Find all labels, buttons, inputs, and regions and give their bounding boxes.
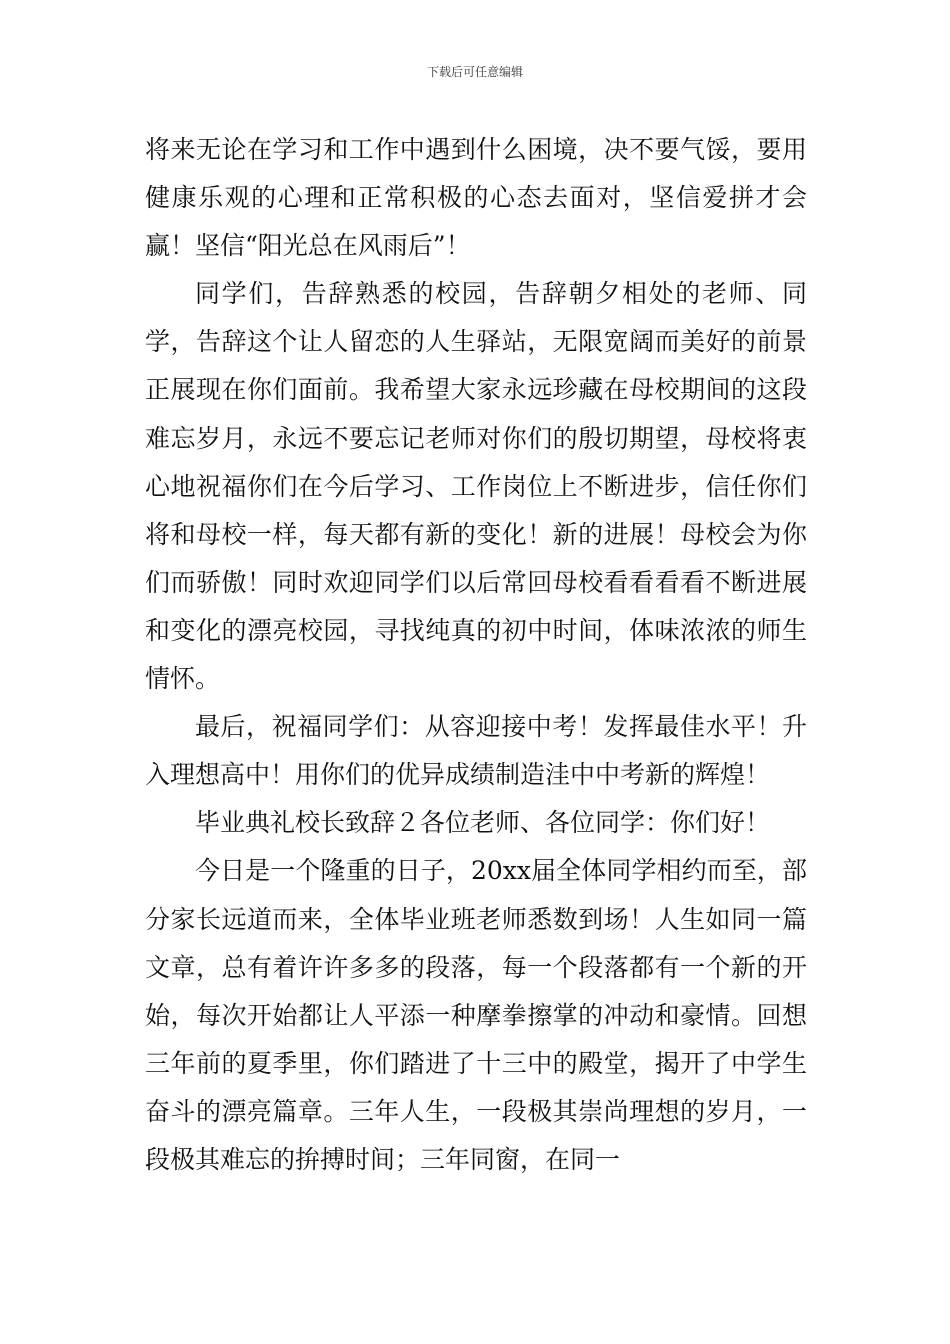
paragraph-4: 毕业典礼校长致辞２各位老师、各位同学：你们好！ xyxy=(195,808,771,838)
paragraph-2: 同学们，告辞熟悉的校园，告辞朝夕相处的老师、同学，告辞这个让人留恋的人生驿站，无限宽阔而美好的前景正展现在你们面前。我希望大家永远珍藏在母校期间的这段难忘岁月，永远不要忘记老师对你们的殷切期望，母校将衷心地祝福你们在今后学习、工作岗位上不断进步，信任你们将和母校一样，每天都有新的变化！新的进展！母校会为你们而骄傲！同时欢迎同学们以后常回母校看看看看不断进展和变化的漂亮校园，寻找纯真的初中时间，体味浓浓的师生情怀。 xyxy=(145,279,807,694)
page-header-note: 下载后可任意编辑 xyxy=(426,65,523,79)
paragraph-5: 今日是一个隆重的日子，20xx届全体同学相约而至，部分家长远道而来，全体毕业班老师悉数到场！人生如同一篇文章，总有着许许多多的段落，每一个段落都有一个新的开始，每次开始都让人平添一种摩拳擦掌的冲动和豪情。回想三年前的夏季里，你们踏进了十三中的殿堂，揭开了中学生奋斗的漂亮篇章。三年人生，一段极其崇尚理想的岁月，一段极其难忘的拚搏时间；三年同窗，在同一 xyxy=(145,856,807,1174)
document-body xyxy=(145,126,807,1184)
paragraph-1: 将来无论在学习和工作中遇到什么困境，决不要气馁，要用健康乐观的心理和正常积极的心态去面对，坚信爱拼才会赢！坚信“阳光总在风雨后”！ xyxy=(145,135,807,261)
paragraph-3: 最后，祝福同学们：从容迎接中考！发挥最佳水平！升入理想高中！用你们的优异成绩制造洼中中考新的辉煌！ xyxy=(145,712,807,790)
